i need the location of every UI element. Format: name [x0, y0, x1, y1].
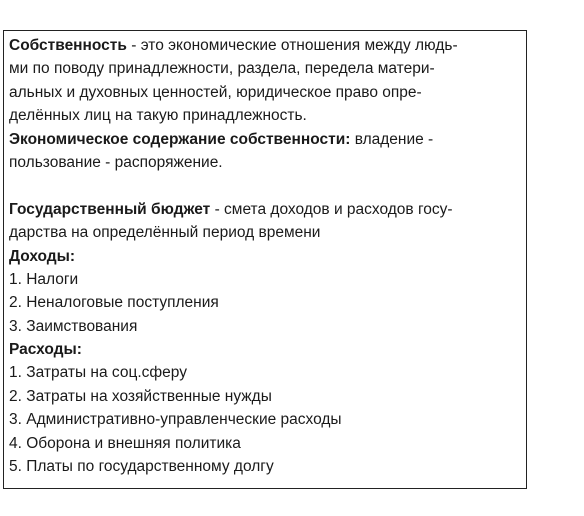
- budget-term: Государственный бюджет: [9, 200, 211, 218]
- ownership-definition-3: альных и духовных ценностей, юридическое право опре-: [9, 83, 422, 101]
- expenses-heading: Расходы:: [9, 341, 82, 359]
- ownership-term: Собственность: [9, 37, 127, 54]
- text-box: [3, 30, 527, 489]
- ownership-definition-1: - это экономические отношения между людь-: [126, 37, 458, 54]
- list-item: 2. Неналоговые поступления: [9, 294, 219, 312]
- list-item: 3. Административно-управленческие расходы: [9, 411, 342, 429]
- list-item: 5. Платы по государственному долгу: [9, 458, 274, 476]
- budget-definition-2: дарства на определённый период времени: [9, 224, 321, 242]
- list-item: 1. Налоги: [9, 270, 79, 288]
- ownership-line-1: [9, 34, 521, 57]
- income-heading: Доходы:: [9, 247, 76, 265]
- budget-definition-1: - смета доходов и расходов госу-: [210, 200, 453, 218]
- ownership-definition-2: ми по поводу принадлежности, раздела, передела матери-: [9, 60, 435, 78]
- list-item: 4. Оборона и внешняя политика: [9, 434, 241, 452]
- economic-content-text-2: пользование - распоряжение.: [9, 153, 223, 171]
- list-item: 1. Затраты на соц.сферу: [9, 364, 187, 382]
- budget-line-1: [9, 198, 521, 221]
- economic-content-term: Экономическое содержание собственности:: [9, 130, 351, 148]
- economic-content-line-1: [9, 128, 521, 151]
- list-item: 3. Заимствования: [9, 317, 138, 335]
- list-item: 2. Затраты на хозяйственные нужды: [9, 387, 272, 405]
- economic-content-text-1: владение -: [350, 130, 434, 148]
- spacer: [9, 174, 521, 197]
- ownership-definition-4: делённых лиц на такую принадлежность.: [9, 107, 307, 125]
